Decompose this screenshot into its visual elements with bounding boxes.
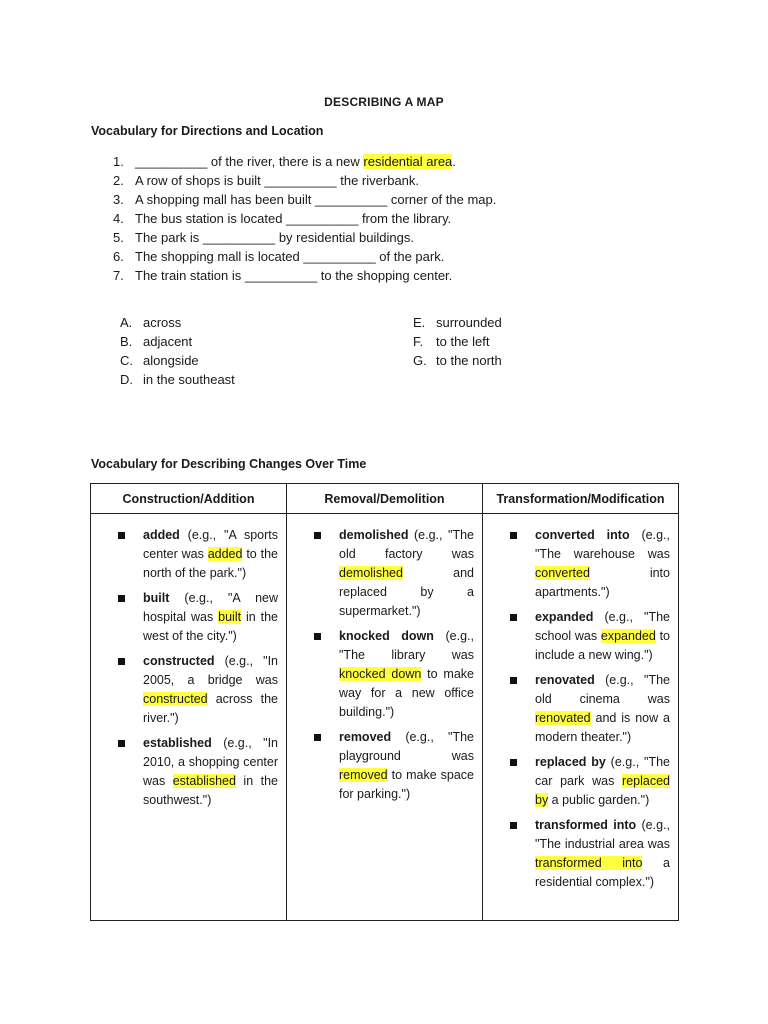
option-item xyxy=(120,351,235,370)
option-letter: A. xyxy=(120,315,133,330)
table-cell-construction xyxy=(91,514,287,921)
option-text: to the left xyxy=(436,334,490,349)
sentence-number: 6. xyxy=(113,249,124,264)
sentence-item xyxy=(113,152,496,171)
highlighted-text: renovated xyxy=(535,711,591,725)
section-heading-changes: Vocabulary for Describing Changes Over Time xyxy=(91,457,367,471)
term-word: added xyxy=(143,528,180,542)
list-item xyxy=(510,816,670,892)
highlighted-text: transformed into xyxy=(535,856,643,870)
sentence-number: 5. xyxy=(113,230,124,245)
term-word: removed xyxy=(339,730,392,744)
column-header: Removal/Demolition xyxy=(287,484,483,514)
square-bullet-icon xyxy=(118,740,125,747)
list-item xyxy=(314,728,474,804)
option-item xyxy=(120,370,235,389)
example-text: (e.g., "The playground was xyxy=(339,730,474,763)
term-entry xyxy=(535,608,670,665)
term-entry xyxy=(143,526,278,583)
term-entry xyxy=(339,627,474,722)
term-word: established xyxy=(143,736,212,750)
sentence-number: 7. xyxy=(113,268,124,283)
highlighted-text: converted xyxy=(535,566,590,580)
option-text: to the north xyxy=(436,353,502,368)
term-list xyxy=(91,514,286,810)
term-word: constructed xyxy=(143,654,215,668)
document-title: DESCRIBING A MAP xyxy=(324,95,444,109)
sentence-text: . xyxy=(452,154,456,169)
list-item xyxy=(118,734,278,810)
example-text: (e.g., "The school was xyxy=(535,610,670,643)
column-header: Transformation/Modification xyxy=(483,484,679,514)
highlighted-text: knocked down xyxy=(339,667,422,681)
column-header: Construction/Addition xyxy=(91,484,287,514)
example-text: and is now a modern theater.") xyxy=(535,711,670,744)
option-text: adjacent xyxy=(143,334,193,349)
option-letter: F. xyxy=(413,334,424,349)
example-text: (e.g., "In 2010, a shopping center was xyxy=(143,736,278,788)
sentence-number: 4. xyxy=(113,211,124,226)
square-bullet-icon xyxy=(510,532,517,539)
example-text: (e.g., "The car park was xyxy=(535,755,670,788)
highlighted-text: replaced by xyxy=(535,774,670,807)
example-text: to the north of the park.") xyxy=(143,547,278,580)
example-text: to make space for parking.") xyxy=(339,768,474,801)
term-word: renovated xyxy=(535,673,595,687)
sentence-number: 3. xyxy=(113,192,124,207)
sentence-text: The bus station is located __________ from the library. xyxy=(135,211,452,226)
term-word: replaced by xyxy=(535,755,606,769)
sentence-item xyxy=(113,247,496,266)
option-letter: B. xyxy=(120,334,133,349)
option-item xyxy=(413,351,502,370)
square-bullet-icon xyxy=(314,633,321,640)
options-list-left xyxy=(120,313,235,389)
sentence-number: 1. xyxy=(113,154,124,169)
example-text: (e.g., "The old cinema was xyxy=(535,673,670,706)
square-bullet-icon xyxy=(510,759,517,766)
term-word: transformed into xyxy=(535,818,637,832)
example-text: (e.g., "A new hospital was xyxy=(143,591,278,624)
list-item xyxy=(510,671,670,747)
table-cell-removal xyxy=(287,514,483,921)
option-text: alongside xyxy=(143,353,199,368)
highlighted-text: demolished xyxy=(339,566,403,580)
option-text: in the southeast xyxy=(143,372,235,387)
changes-table xyxy=(90,483,679,921)
term-word: expanded xyxy=(535,610,594,624)
option-item xyxy=(413,332,502,351)
example-text: to include a new wing.") xyxy=(535,629,670,662)
square-bullet-icon xyxy=(118,658,125,665)
options-list-right xyxy=(413,313,502,370)
sentence-item xyxy=(113,171,496,190)
option-item xyxy=(413,313,502,332)
highlighted-text: residential area xyxy=(363,154,453,169)
section-heading-directions: Vocabulary for Directions and Location xyxy=(91,124,324,138)
term-list xyxy=(483,514,678,892)
example-text: in the southwest.") xyxy=(143,774,278,807)
option-item xyxy=(120,313,235,332)
sentence-list xyxy=(113,152,496,285)
highlighted-text: expanded xyxy=(600,629,656,643)
sentence-text: The park is __________ by residential buildings. xyxy=(135,230,414,245)
term-entry xyxy=(143,589,278,646)
list-item xyxy=(510,526,670,602)
sentence-item xyxy=(113,228,496,247)
term-entry xyxy=(535,671,670,747)
term-entry xyxy=(535,526,670,602)
term-word: converted into xyxy=(535,528,630,542)
square-bullet-icon xyxy=(118,595,125,602)
list-item xyxy=(314,627,474,722)
term-entry xyxy=(339,526,474,621)
example-text: across the river.") xyxy=(143,692,278,725)
option-letter: E. xyxy=(413,315,426,330)
example-text: (e.g., "The old factory was xyxy=(339,528,474,561)
table-cell-transformation xyxy=(483,514,679,921)
highlighted-text: constructed xyxy=(143,692,208,706)
square-bullet-icon xyxy=(510,614,517,621)
option-text: surrounded xyxy=(436,315,502,330)
square-bullet-icon xyxy=(510,677,517,684)
list-item xyxy=(118,526,278,583)
square-bullet-icon xyxy=(118,532,125,539)
term-word: knocked down xyxy=(339,629,434,643)
example-text: a public garden.") xyxy=(548,793,650,807)
sentence-item xyxy=(113,190,496,209)
highlighted-text: added xyxy=(207,547,243,561)
term-entry xyxy=(535,816,670,892)
sentence-text: A shopping mall has been built __________ corner of the map. xyxy=(135,192,497,207)
example-text: in the west of the city.") xyxy=(143,610,278,643)
list-item xyxy=(510,608,670,665)
term-entry xyxy=(535,753,670,810)
option-letter: C. xyxy=(120,353,133,368)
example-text: (e.g., "The warehouse was xyxy=(535,528,670,561)
term-entry xyxy=(143,734,278,810)
square-bullet-icon xyxy=(510,822,517,829)
table-header-row xyxy=(91,484,679,514)
list-item xyxy=(314,526,474,621)
option-letter: D. xyxy=(120,372,133,387)
highlighted-text: built xyxy=(218,610,242,624)
sentence-text: The train station is __________ to the shopping center. xyxy=(135,268,453,283)
example-text: (e.g., "The industrial area was xyxy=(535,818,670,851)
list-item xyxy=(118,652,278,728)
sentence-text: A row of shops is built __________ the riverbank. xyxy=(135,173,420,188)
option-letter: G. xyxy=(413,353,427,368)
sentence-text: The shopping mall is located __________ of the park. xyxy=(135,249,445,264)
option-item xyxy=(120,332,235,351)
example-text: to make way for a new office building.") xyxy=(339,667,474,719)
highlighted-text: removed xyxy=(339,768,388,782)
sentence-text: __________ of the river, there is a new xyxy=(135,154,364,169)
sentence-item xyxy=(113,209,496,228)
table-row xyxy=(91,514,679,921)
term-list xyxy=(287,514,482,804)
example-text: (e.g., "In 2005, a bridge was xyxy=(143,654,278,687)
sentence-item xyxy=(113,266,496,285)
term-entry xyxy=(339,728,474,804)
term-entry xyxy=(143,652,278,728)
sentence-number: 2. xyxy=(113,173,124,188)
example-text: (e.g., "A sports center was xyxy=(143,528,278,561)
highlighted-text: established xyxy=(172,774,236,788)
option-text: across xyxy=(143,315,182,330)
term-word: built xyxy=(143,591,170,605)
example-text: into apartments.") xyxy=(535,566,670,599)
example-text: (e.g., "The library was xyxy=(339,629,474,662)
list-item xyxy=(118,589,278,646)
square-bullet-icon xyxy=(314,532,321,539)
example-text: and replaced by a supermarket.") xyxy=(339,566,474,618)
term-word: demolished xyxy=(339,528,409,542)
example-text: a residential complex.") xyxy=(535,856,670,889)
list-item xyxy=(510,753,670,810)
square-bullet-icon xyxy=(314,734,321,741)
